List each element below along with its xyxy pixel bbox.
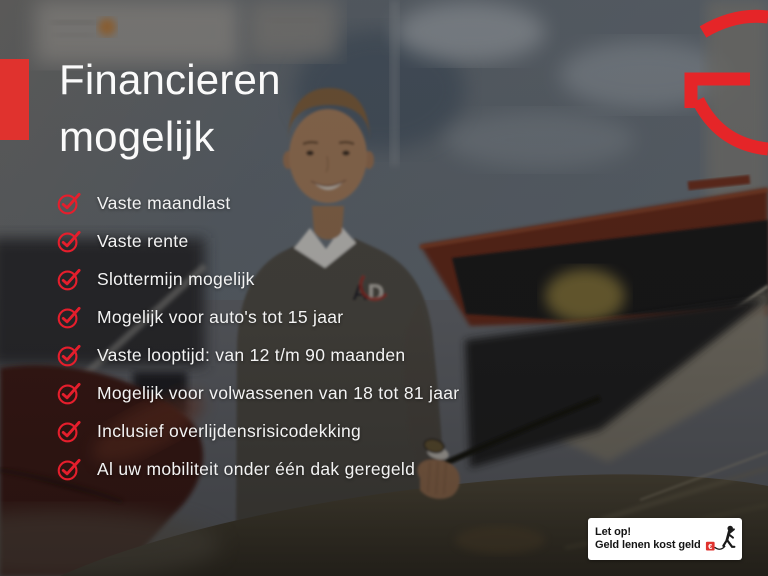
- credit-warning-line1: Let op!: [595, 525, 631, 538]
- list-item: [57, 191, 459, 215]
- list-item: [57, 343, 459, 367]
- list-item: [57, 419, 459, 443]
- list-item-label: Al uw mobiliteit onder één dak geregeld: [97, 458, 416, 479]
- check-circle-icon: [57, 457, 82, 482]
- brand-arc-logo: [655, 4, 768, 172]
- check-circle-icon: [57, 267, 82, 292]
- check-circle-icon: [57, 191, 82, 216]
- page-title: [59, 51, 281, 165]
- list-item-label: Vaste looptijd: van 12 t/m 90 maanden: [97, 344, 406, 365]
- credit-warning-line2: Geld lenen kost geld: [595, 539, 701, 551]
- list-item-label: Mogelijk voor volwassenen van 18 tot 81 jaar: [97, 382, 460, 403]
- check-circle-icon: [57, 343, 82, 368]
- debt-walker-icon: [705, 524, 738, 554]
- check-circle-icon: [57, 305, 82, 330]
- list-item: [57, 229, 459, 253]
- list-item-label: Inclusief overlijdensrisicodekking: [97, 420, 362, 441]
- credit-warning-badge: [588, 518, 742, 560]
- check-circle-icon: [57, 419, 82, 444]
- list-item: [57, 305, 459, 329]
- list-item-label: Mogelijk voor auto's tot 15 jaar: [97, 306, 344, 327]
- list-item-label: Vaste rente: [97, 230, 189, 251]
- list-item: [57, 267, 459, 291]
- list-item: [57, 457, 459, 481]
- list-item-label: Slottermijn mogelijk: [97, 268, 255, 289]
- benefits-list: [57, 191, 459, 481]
- page-title-line2: mogelijk: [59, 113, 215, 160]
- credit-warning-text: [595, 526, 701, 553]
- red-accent-bar: [0, 59, 29, 140]
- svg-text:€: €: [707, 542, 712, 552]
- page-title-line1: Financieren: [59, 56, 281, 103]
- list-item: [57, 381, 459, 405]
- list-item-label: Vaste maandlast: [97, 192, 231, 213]
- check-circle-icon: [57, 381, 82, 406]
- check-circle-icon: [57, 229, 82, 254]
